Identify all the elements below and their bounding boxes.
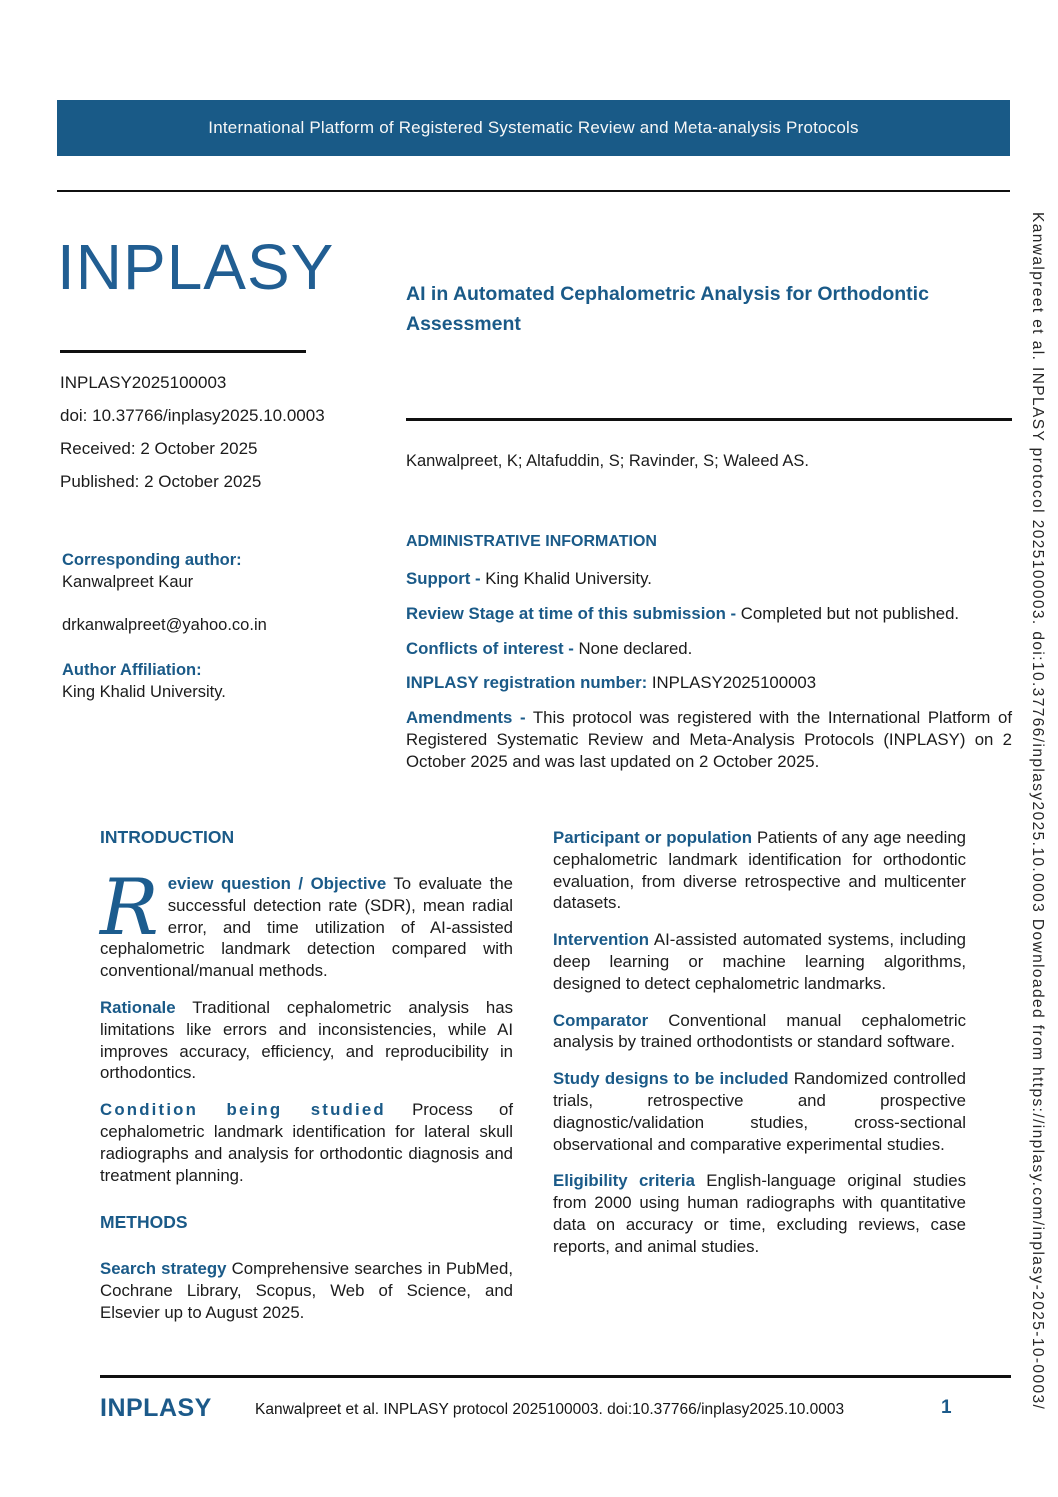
registration-id: INPLASY2025100003	[60, 373, 227, 392]
administrative-information	[406, 533, 1012, 786]
rationale-label: Rationale	[100, 997, 176, 1017]
admin-amendments-text: This protocol was registered with the International Platform of Registered Systematic Review and Meta-Analysis Protocols (INPLASY) on 2 October 2025 and was last updated on 2 October 2025.	[406, 708, 1012, 771]
corresponding-author-email: drkanwalpreet@yahoo.co.in	[62, 616, 267, 634]
admin-conflicts	[406, 638, 1012, 660]
author-affiliation-label: Author Affiliation:	[62, 661, 202, 679]
left-column	[100, 827, 513, 1339]
review-question-label: eview question / Objective	[167, 874, 387, 893]
admin-registration-number-label: INPLASY registration number:	[406, 673, 648, 693]
top-banner	[57, 100, 1010, 156]
logo-divider	[60, 350, 306, 353]
condition-paragraph	[100, 1099, 513, 1186]
participant-paragraph	[553, 827, 966, 914]
participant-text: Patients of any age needing cephalometric landmark identification for orthodontic evaluation, from diverse retrospective and multicenter datasets.	[553, 828, 966, 913]
eligibility-text: English-language original studies from 2000 using human radiographs with quantitative data on accuracy or time, excluding reviews, case reports, and animal studies.	[553, 1171, 966, 1256]
eligibility-paragraph	[553, 1170, 966, 1257]
comparator-paragraph	[553, 1010, 966, 1054]
article-authors: Kanwalpreet, K; Altafuddin, S; Ravinder, S; Waleed AS.	[406, 452, 809, 470]
corresponding-author-label: Corresponding author:	[62, 551, 242, 569]
footer-divider	[100, 1375, 1011, 1378]
right-column	[553, 827, 966, 1273]
inplasy-logo: INPLASY	[57, 231, 335, 303]
eligibility-label: Eligibility criteria	[553, 1171, 695, 1191]
sidebar-citation: Kanwalpreet et al. INPLASY protocol 2025100003. doi:10.37766/inplasy2025.10.0003 Downloaded from https://inplasy.com/inplasy-2025-10-0003/	[1029, 212, 1046, 1411]
banner-divider	[57, 190, 1010, 192]
author-affiliation: King Khalid University.	[62, 683, 226, 701]
page-number: 1	[941, 1397, 952, 1418]
received-date: Received: 2 October 2025	[60, 439, 258, 458]
methods-heading: METHODS	[100, 1212, 188, 1233]
study-designs-paragraph	[553, 1068, 966, 1155]
intervention-label: Intervention	[553, 930, 650, 950]
condition-label: Condition being studied	[100, 1100, 386, 1120]
admin-registration-number-text: INPLASY2025100003	[647, 673, 817, 693]
corresponding-author-block	[62, 549, 267, 703]
corresponding-author-name: Kanwalpreet Kaur	[62, 573, 194, 591]
admin-amendments-label: Amendments -	[406, 708, 526, 728]
admin-review-stage-text: Completed but not published.	[736, 603, 960, 623]
admin-amendments	[406, 707, 1012, 772]
admin-conflicts-text: None declared.	[573, 638, 693, 658]
rationale-paragraph	[100, 997, 513, 1084]
banner-title: International Platform of Registered Systematic Review and Meta-analysis Protocols	[208, 118, 859, 137]
review-question-paragraph	[100, 863, 513, 982]
search-strategy-label: Search strategy	[100, 1259, 227, 1279]
introduction-heading: INTRODUCTION	[100, 827, 235, 847]
study-designs-text: Randomized controlled trials, retrospective and prospective diagnostic/validation studies, cross-sectional observational and comparative experimental studies.	[553, 1069, 966, 1154]
admin-review-stage	[406, 603, 1012, 625]
comparator-label: Comparator	[553, 1010, 649, 1030]
dropcap-r: R	[100, 863, 159, 953]
footer-logo: INPLASY	[100, 1394, 212, 1422]
doi: doi: 10.37766/inplasy2025.10.0003	[60, 406, 325, 425]
intervention-paragraph	[553, 929, 966, 994]
admin-support-text: King Khalid University.	[480, 569, 652, 588]
search-strategy-text: Comprehensive searches in PubMed, Cochrane Library, Scopus, Web of Science, and Elsevier up to August 2025.	[100, 1259, 513, 1322]
admin-conflicts-label: Conflicts of interest -	[406, 638, 574, 658]
study-designs-label: Study designs to be included	[553, 1069, 789, 1089]
rationale-text: Traditional cephalometric analysis has limitations like errors and inconsistencies, while AI improves accuracy, efficiency, and reproducibility in orthodontics.	[100, 997, 513, 1083]
byline-divider	[406, 418, 1012, 421]
admin-support-label: Support -	[406, 569, 481, 588]
footer-citation: Kanwalpreet et al. INPLASY protocol 2025100003. doi:10.37766/inplasy2025.10.0003	[255, 1401, 845, 1418]
article-title: AI in Automated Cephalometric Analysis for Orthodontic Assessment	[406, 283, 929, 335]
search-strategy-paragraph	[100, 1258, 513, 1323]
condition-text: Process of cephalometric landmark identification for lateral skull radiographs and analysis for orthodontic diagnosis and treatment planning.	[100, 1100, 513, 1185]
admin-review-stage-label: Review Stage at time of this submission -	[406, 603, 737, 623]
published-date: Published: 2 October 2025	[60, 472, 262, 491]
review-question-text: To evaluate the successful detection rate (SDR), mean radial error, and time utilization of AI-assisted cephalometric landmark detection compared with conventional/manual methods.	[100, 874, 513, 981]
admin-registration-number	[406, 672, 1012, 694]
protocol-meta	[60, 374, 325, 506]
comparator-text: Conventional manual cephalometric analysis by trained orthodontists or standard software.	[553, 1010, 966, 1052]
participant-label: Participant or population	[553, 828, 753, 847]
admin-support	[406, 568, 1012, 590]
intervention-text: AI-assisted automated systems, including deep learning or machine learning algorithms, designed to detect cephalometric landmarks.	[553, 930, 966, 993]
admin-heading: ADMINISTRATIVE INFORMATION	[406, 533, 657, 550]
